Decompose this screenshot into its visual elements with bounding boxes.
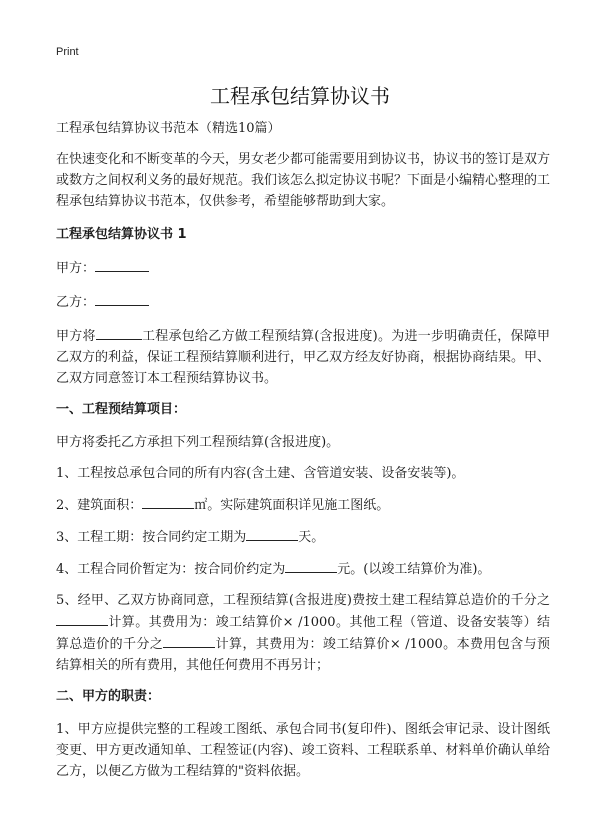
p1-text-a: 甲方将 (56, 329, 96, 344)
party-a-label: 甲方： (56, 261, 96, 276)
party-b-blank (95, 291, 149, 306)
section1-item-2 (56, 494, 550, 516)
duration-blank (246, 526, 298, 541)
item2-text-a: 2、建筑面积： (56, 498, 143, 513)
party-b-line (56, 291, 550, 313)
paragraph-project-assignment (56, 325, 550, 389)
other-rate-blank (163, 633, 215, 648)
party-b-label: 乙方： (56, 295, 96, 310)
document-title: 工程承包结算协议书 (210, 84, 390, 108)
item5-text-b: 计算。其费用为：竣工结算价× /1000。其他工程（管道、设备安装等）结算总造价的千分之 (56, 615, 550, 652)
document-body (56, 118, 550, 792)
section2-heading: 二、甲方的职责： (56, 689, 161, 704)
item4-text-b: 元。(以竣工结算价为准)。 (337, 562, 491, 577)
item3-text-a: 3、工程工期：按合同约定工期为 (56, 530, 247, 545)
price-blank (285, 558, 337, 573)
section2-item-1: 1、甲方应提供完整的工程竣工图纸、承包合同书(复印件)、图纸会审记录、设计图纸变更、甲方更改通知单、工程签证(内容)、竣工资料、工程联系单、材料单价确认单给乙方，以便乙方做为工程结算的"资料依据。 (56, 722, 550, 779)
section1-item-4 (56, 558, 550, 580)
party-a-blank (95, 257, 149, 272)
section1-item-1: 1、工程按总承包合同的所有内容(含土建、含管道安装、设备安装等)。 (56, 466, 465, 481)
agreement-heading: 工程承包结算协议书 1 (56, 227, 187, 242)
civil-rate-blank (56, 611, 108, 626)
project-name-blank (96, 325, 142, 340)
section1-intro: 甲方将委托乙方承担下列工程预结算(含报进度)。 (56, 435, 340, 450)
section1-heading: 一、工程预结算项目： (56, 402, 187, 417)
document-subtitle: 工程承包结算协议书范本（精选10篇） (56, 121, 281, 136)
intro-paragraph: 在快速变化和不断变革的今天，男女老少都可能需要用到协议书，协议书的签订是双方或数方之间权利义务的最好规范。我们该怎么拟定协议书呢？下面是小编精心整理的工程承包结算协议书范本，仅供参考，希望能够帮助到大家。 (56, 152, 551, 209)
print-link[interactable]: Print (56, 46, 79, 58)
party-a-line (56, 257, 550, 279)
area-blank (142, 494, 194, 509)
item2-text-b: ㎡。实际建筑面积详见施工图纸。 (194, 498, 390, 513)
section1-item-3 (56, 526, 550, 548)
item4-text-a: 4、工程合同价暂定为：按合同价约定为 (56, 562, 286, 577)
item5-text-c: 计算，其费用为：竣工结算价× /1000。本费用包含与预结算相关的所有费用，其他任何费用不再另计； (56, 637, 550, 673)
item5-text-a: 5、经甲、乙双方协商同意，工程预结算(含报进度)费按土建工程结算总造价的千分之 (56, 593, 550, 608)
section1-item-5 (56, 590, 550, 676)
item3-text-b: 天。 (298, 530, 325, 545)
p1-text-b: 工程承包给乙方做工程预结算(含报进度)。为进一步明确责任，保障甲乙双方的利益，保证工程预结算顺利进行，甲乙双方经友好协商，根据协商结果。甲、乙双方同意签订本工程预结算协议书。 (56, 329, 551, 386)
